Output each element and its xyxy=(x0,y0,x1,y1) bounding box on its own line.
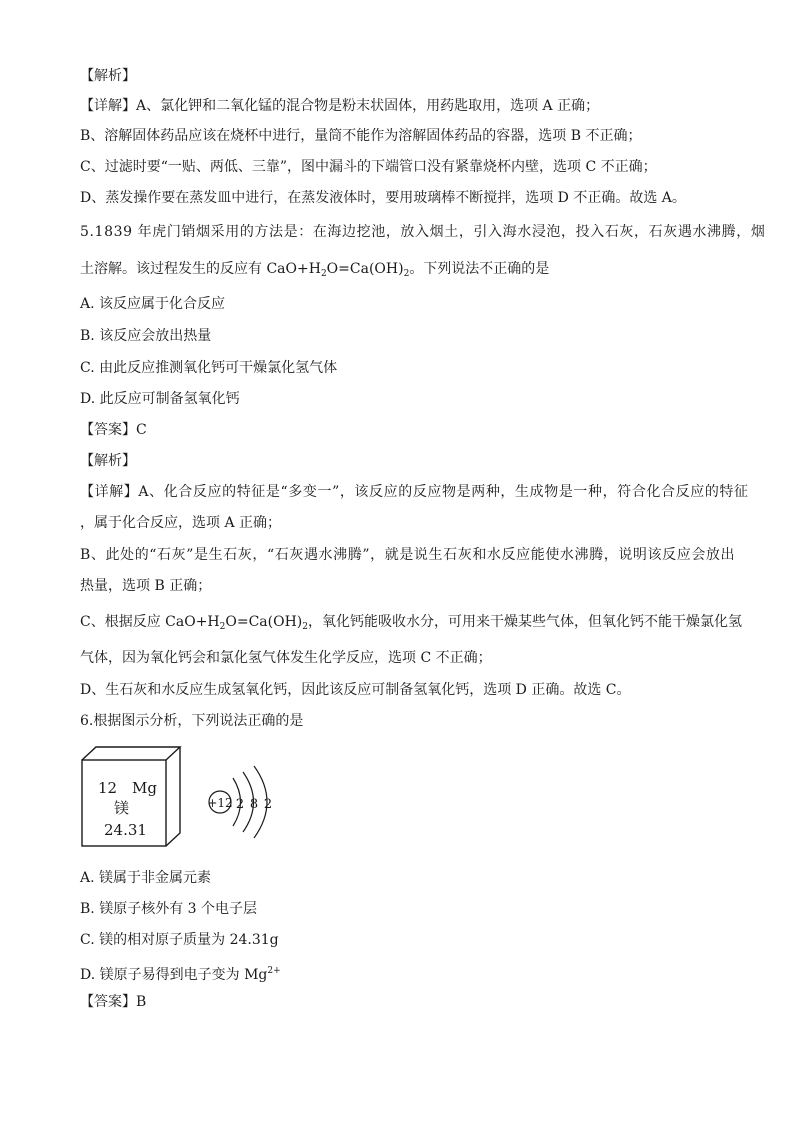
shell-electrons-2: 8 xyxy=(249,797,259,812)
shell-electrons-3: 2 xyxy=(263,797,273,812)
q5-stem-line1: 5.1839 年虎门销烟采用的方法是：在海边挖池，放入烟土，引入海水浸泡，投入石灰，石灰遇水沸腾，烟 xyxy=(80,224,766,240)
q6-option-d xyxy=(80,961,281,985)
q5-detail-a1: 【详解】A、化合反应的特征是“多变一”，该反应的反应物是两种，生成物是一种，符合化合反应的特征 xyxy=(80,484,749,500)
q5-detail-a2: ，属于化合反应，选项 A 正确； xyxy=(80,515,282,531)
q5-detail-text: C、根据反应 CaO+H xyxy=(80,614,220,630)
q6-answer: 【答案】B xyxy=(80,994,147,1010)
q5-answer: 【答案】C xyxy=(80,422,147,438)
q5-detail-c1 xyxy=(80,612,742,637)
q5-option-c: C. 由此反应推测氧化钙可干燥氯化氢气体 xyxy=(80,360,338,376)
q5-detail-c2: 气体，因为氧化钙会和氯化氢气体发生化学反应，选项 C 不正确； xyxy=(80,650,492,666)
q5-detail-d: D、生石灰和水反应生成氢氧化钙，因此该反应可制备氢氧化钙，选项 D 正确。故选 C。 xyxy=(80,682,631,698)
subscript: 2 xyxy=(302,622,308,632)
q5-stem-text: O=Ca(OH) xyxy=(326,261,404,277)
magnesium-figure xyxy=(80,745,300,850)
q5-analysis-heading: 【解析】 xyxy=(80,453,136,469)
nucleus-charge: +12 xyxy=(207,796,233,810)
q5-stem-text: 土溶解。该过程发生的反应有 CaO+H xyxy=(80,261,321,277)
q5-detail-text: O=Ca(OH) xyxy=(225,614,303,630)
q5-option-d: D. 此反应可制备氢氧化钙 xyxy=(80,391,240,407)
q5-stem-text: 。下列说法不正确的是 xyxy=(409,261,550,277)
q4-detail-d: D、蒸发操作要在蒸发皿中进行，在蒸发液体时，要用玻璃棒不断搅拌，选项 D 不正确。故选 A。 xyxy=(80,190,686,206)
q5-detail-text: ，氧化钙能吸收水分，可用来干燥某些气体，但氧化钙不能干燥氯化氢 xyxy=(308,614,742,630)
q6-option-c: C. 镁的相对原子质量为 24.31g xyxy=(80,932,279,948)
q4-detail-c: C、过滤时要“一贴、两低、三靠”，图中漏斗的下端管口没有紧靠烧杯内壁，选项 C 不正确； xyxy=(80,159,657,175)
atomic-number: 12 xyxy=(98,779,118,797)
subscript: 2 xyxy=(320,269,327,279)
element-name: 镁 xyxy=(114,799,130,817)
element-cell-top xyxy=(82,747,180,760)
q4-detail-b: B、溶解固体药品应该在烧杯中进行，量筒不能作为溶解固体药品的容器，选项 B 不正确； xyxy=(80,128,642,144)
q4-detail-a: 【详解】A、氯化钾和二氧化锰的混合物是粉末状固体，用药匙取用，选项 A 正确； xyxy=(80,98,600,114)
q6-stem: 6.根据图示分析，下列说法正确的是 xyxy=(80,713,304,729)
atomic-mass: 24.31 xyxy=(104,821,147,839)
shell-electrons-1: 2 xyxy=(235,797,245,812)
magnesium-element-and-atom-diagram xyxy=(80,745,300,850)
q5-detail-b2: 热量，选项 B 正确； xyxy=(80,578,212,594)
superscript: 2+ xyxy=(267,966,281,976)
subscript: 2 xyxy=(219,622,226,632)
q4-analysis-heading: 【解析】 xyxy=(80,68,136,84)
element-symbol: Mg xyxy=(132,779,157,797)
q6-option-d-text: D. 镁原子易得到电子变为 Mg xyxy=(80,967,268,983)
q5-option-a: A. 该反应属于化合反应 xyxy=(80,296,226,312)
q6-option-a: A. 镁属于非金属元素 xyxy=(80,870,212,886)
element-cell-side xyxy=(166,747,180,846)
q6-option-b: B. 镁原子核外有 3 个电子层 xyxy=(80,901,257,917)
q5-stem-line2 xyxy=(80,259,549,284)
q5-detail-b1: B、此处的“石灰”是生石灰，“石灰遇水沸腾”，就是说生石灰和水反应能使水沸腾，说明该反应会放出 xyxy=(80,547,736,563)
subscript: 2 xyxy=(403,269,410,279)
q5-option-b: B. 该反应会放出热量 xyxy=(80,328,212,344)
